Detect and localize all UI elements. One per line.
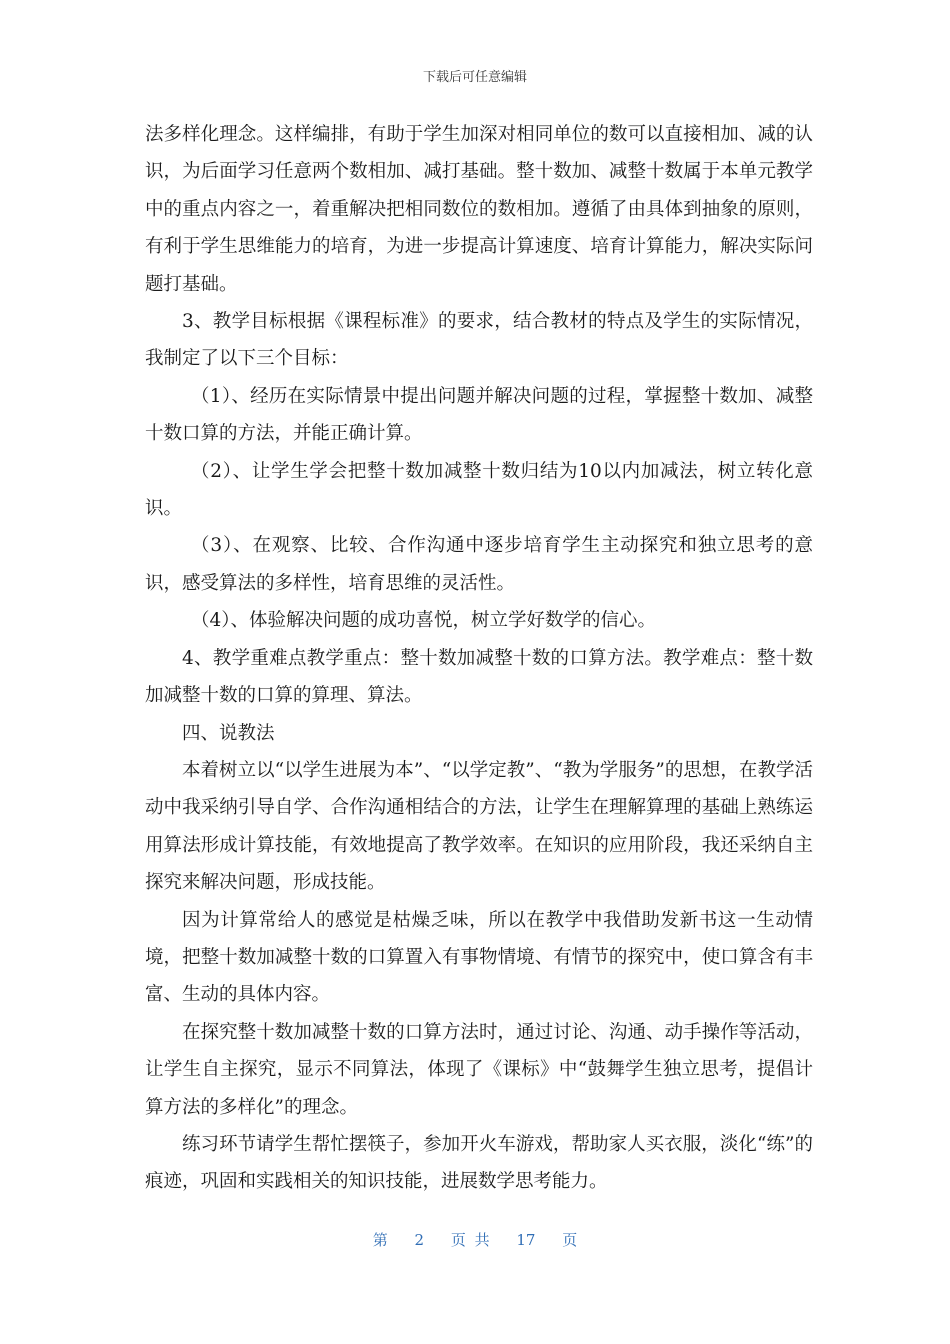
paragraph-7: 4、教学重难点教学重点：整十数加减整十数的口算方法。教学难点：整十数加减整十数的口算的算理、算法。 [145,647,813,707]
paragraph-1: 法多样化理念。这样编排，有助于学生加深对相同单位的数可以直接相加、减的认识，为后面学习任意两个数相加、减打基础。整十数加、减整十数属于本单元教学中的重点内容之一，着重解决把相同数位的数相加。遵循了由具体到抽象的原则，有利于学生思维能力的培育，为进一步提高计算速度、培育计算能力，解决实际问题打基础。 [145,124,813,295]
paragraph-3: （1）、经历在实际情景中提出问题并解决问题的过程，掌握整十数加、减整十数口算的方法，并能正确计算。 [145,385,813,445]
document-body [145,116,813,1201]
paragraph-10: 因为计算常给人的感觉是枯燥乏味，所以在教学中我借助发新书这一生动情境，把整十数加减整十数的口算置入有事物情境、有情节的探究中，使口算含有丰富、生动的具体内容。 [145,909,813,1006]
footer-middle: 页 共 [450,1231,490,1249]
page-header: 下载后可任意编辑 [422,70,527,85]
paragraph-11: 在探究整十数加减整十数的口算方法时，通过讨论、沟通、动手操作等活动，让学生自主探究，显示不同算法，体现了《课标》中“鼓舞学生独立思考，提倡计算方法的多样化”的理念。 [145,1021,813,1118]
footer-prefix: 第 [372,1231,388,1249]
paragraph-4: （2）、让学生学会把整十数加减整十数归结为10以内加减法，树立转化意识。 [145,460,813,520]
paragraph-5: （3）、在观察、比较、合作沟通中逐步培育学生主动探究和独立思考的意识，感受算法的多样性，培育思维的灵活性。 [145,535,813,594]
footer-total-pages: 17 [516,1231,536,1249]
page-footer [0,1229,950,1250]
section-heading: 四、说教法 [182,722,275,744]
footer-page-number: 2 [414,1231,425,1249]
footer-suffix: 页 [562,1231,578,1249]
paragraph-9: 本着树立以“以学生进展为本”、“以学定教”、“教为学服务”的思想，在教学活动中我采纳引导自学、合作沟通相结合的方法，让学生在理解算理的基础上熟练运用算法形成计算技能，有效地提高了教学效率。在知识的应用阶段，我还采纳自主探究来解决问题，形成技能。 [145,759,813,894]
paragraph-2: 3、教学目标根据《课程标准》的要求，结合教材的特点及学生的实际情况，我制定了以下三个目标： [145,311,813,370]
paragraph-12: 练习环节请学生帮忙摆筷子，参加开火车游戏，帮助家人买衣服，淡化“练”的痕迹，巩固和实践相关的知识技能，进展数学思考能力。 [145,1133,813,1193]
paragraph-6: （4）、体验解决问题的成功喜悦，树立学好数学的信心。 [191,610,657,632]
